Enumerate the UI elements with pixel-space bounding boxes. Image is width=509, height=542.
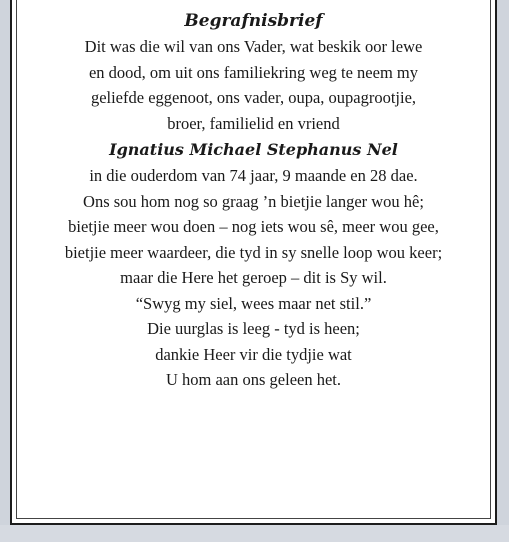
- intro-line: Dit was die wil van ons Vader, wat beskik oor lewe: [84, 37, 423, 56]
- intro-line: broer, familielid en vriend: [167, 113, 340, 133]
- intro-line: geliefde eggenoot, ons vader, oupa, oupagrootjie,: [90, 88, 417, 107]
- body-line: Die uurglas is leeg - tyd is heen;: [147, 319, 360, 338]
- body-line: in die ouderdom van 74 jaar, 9 maande en 28 dae.: [89, 166, 418, 185]
- body-line: maar die Here het geroep – dit is Sy wil.: [120, 268, 387, 287]
- page-background-strip: [0, 525, 509, 542]
- body-line: Ons sou hom nog so graag ’n bietjie langer wou hê;: [83, 191, 424, 211]
- notice-title: Begrafnisbrief: [184, 11, 323, 31]
- funeral-notice-card: [10, 0, 497, 525]
- body-line: “Swyg my siel, wees maar net stil.”: [135, 293, 372, 313]
- body-line: U hom aan ons geleen het.: [165, 370, 342, 389]
- intro-line: en dood, om uit ons familiekring weg te neem my: [88, 62, 419, 82]
- body-line: dankie Heer vir die tydjie wat: [155, 344, 352, 364]
- deceased-name: Ignatius Michael Stephanus Nel: [109, 140, 398, 159]
- body-line: bietjie meer wou doen – nog iets wou sê, meer wou gee,: [68, 217, 439, 236]
- body-line: bietjie meer waardeer, die tyd in sy snelle loop wou keer;: [64, 242, 443, 262]
- notice-content: [26, 8, 481, 393]
